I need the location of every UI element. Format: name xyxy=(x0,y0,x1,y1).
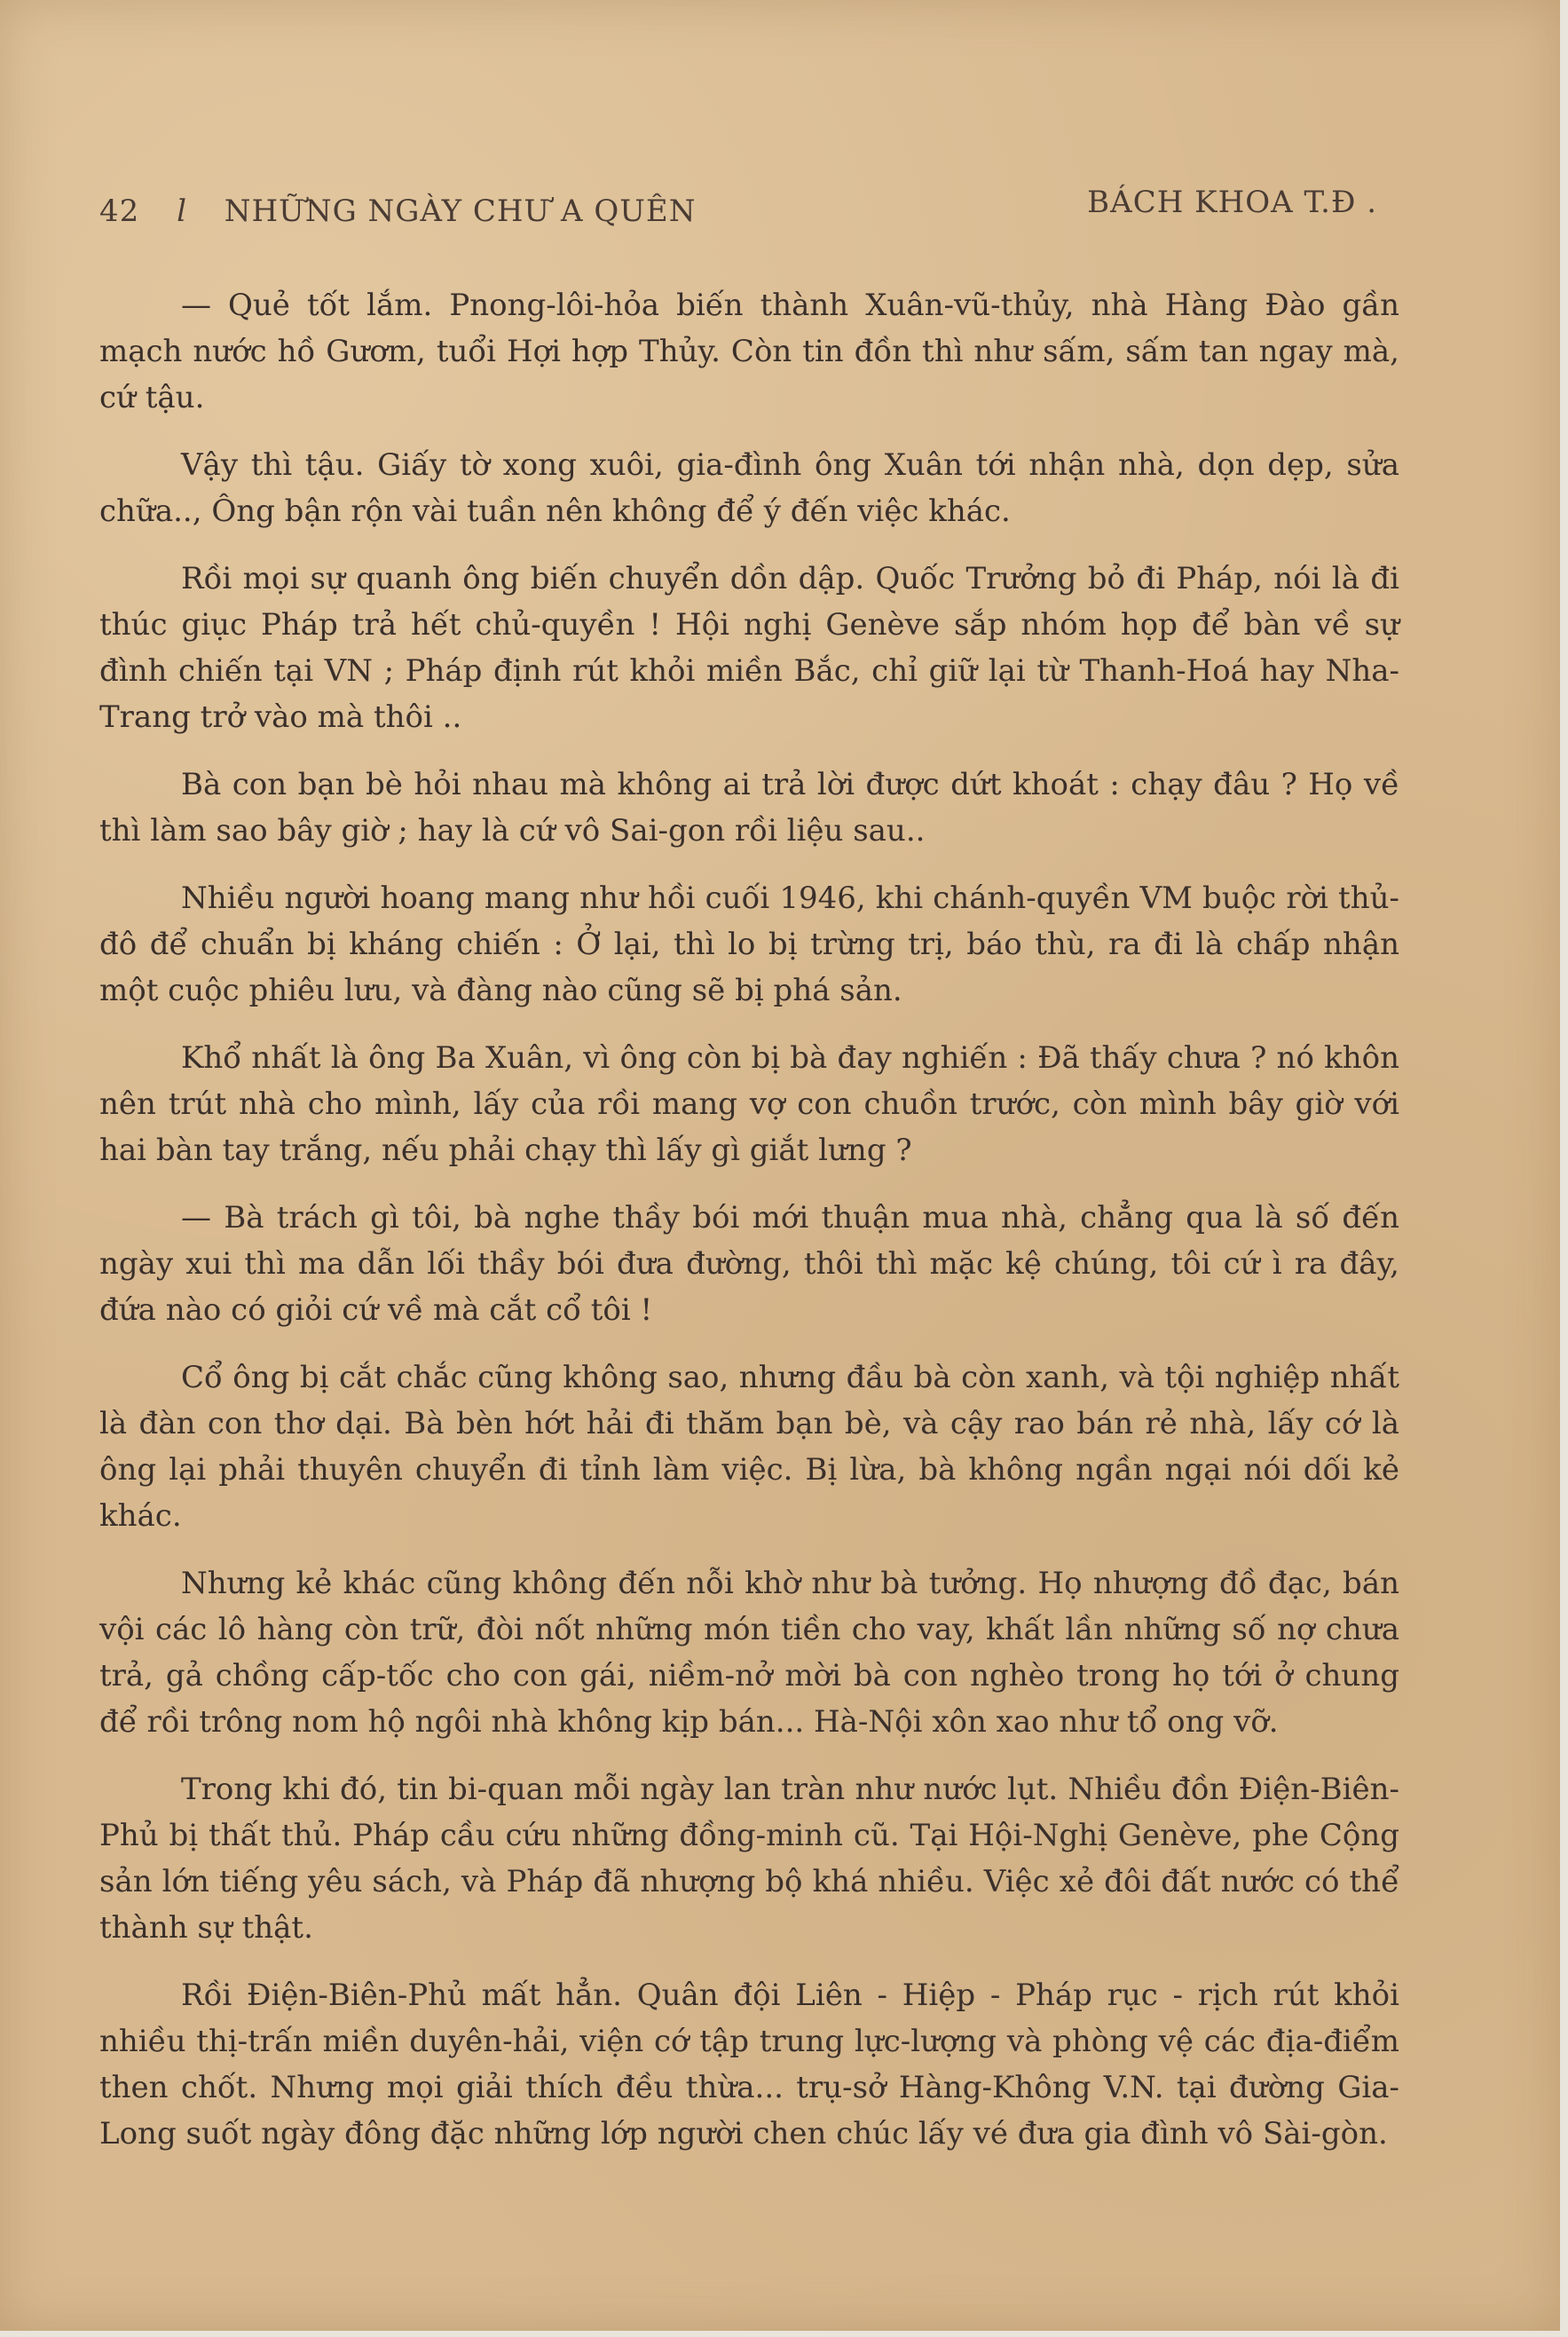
paragraph: Cổ ông bị cắt chắc cũng không sao, nhưng đầu bà còn xanh, và tội nghiệp nhất là đàn con thơ dại. Bà bèn hớt hải đi thăm bạn bè, và cậy rao bán rẻ nhà, lấy cớ là ông lại phải thuyên chuyển đi tỉnh làm việc. Bị lừa, bà không ngần ngại nói dối kẻ khác. xyxy=(99,1360,1399,1534)
paragraph: Rồi Điện-Biên-Phủ mất hẳn. Quân đội Liên - Hiệp - Pháp rục - rịch rút khỏi nhiều thị-trấn miền duyên-hải, viện cớ tập trung lực-lượng và phòng vệ các địa-điểm then chốt. Nhưng mọi giải thích đều thừa... trụ-sở Hàng-Không V.N. tại đường Gia-Long suốt ngày đông đặc những lớp người chen chúc lấy vé đưa gia đình vô Sài-gòn. xyxy=(99,1978,1399,2151)
paragraph: Nhưng kẻ khác cũng không đến nỗi khờ như bà tưởng. Họ nhượng đồ đạc, bán vội các lô hàng còn trữ, đòi nốt những món tiền cho vay, khất lần những số nợ chưa trả, gả chồng cấp-tốc cho con gái, niềm-nở mời bà con nghèo trong họ tới ở chung để rồi trông nom hộ ngôi nhà không kịp bán... Hà-Nội xôn xao như tổ ong vỡ. xyxy=(99,1566,1399,1740)
paragraph: — Quẻ tốt lắm. Pnong-lôi-hỏa biến thành Xuân-vũ-thủy, nhà Hàng Đào gần mạch nước hồ Gươm, tuổi Hợi hợp Thủy. Còn tin đồn thì như sấm, sấm tan ngay mà, cứ tậu. xyxy=(99,288,1399,415)
paragraph: Rồi mọi sự quanh ông biến chuyển dồn dập. Quốc Trưởng bỏ đi Pháp, nói là đi thúc giục Pháp trả hết chủ-quyền ! Hội nghị Genève sắp nhóm họp để bàn về sự đình chiến tại VN ; Pháp định rút khỏi miền Bắc, chỉ giữ lại từ Thanh-Hoá hay Nha-Trang trở vào mà thôi .. xyxy=(99,561,1399,735)
header-separator: l xyxy=(177,193,187,229)
paragraph: Bà con bạn bè hỏi nhau mà không ai trả lời được dứt khoát : chạy đâu ? Họ về thì làm sao bây giờ ; hay là cứ vô Sai-gon rồi liệu sau.. xyxy=(99,767,1399,849)
journal-name: BÁCH KHOA T.Đ . xyxy=(1087,185,1377,220)
paragraph: — Bà trách gì tôi, bà nghe thầy bói mới thuận mua nhà, chẳng qua là số đến ngày xui thì ma dẫn lối thầy bói đưa đường, thôi thì mặc kệ chúng, tôi cứ ì ra đây, đứa nào có giỏi cứ về mà cắt cổ tôi ! xyxy=(99,1200,1399,1328)
paragraph: Khổ nhất là ông Ba Xuân, vì ông còn bị bà đay nghiến : Đã thấy chưa ? nó khôn nên trút nhà cho mình, lấy của rồi mang vợ con chuồn trước, còn mình bây giờ với hai bàn tay trắng, nếu phải chạy thì lấy gì giắt lưng ? xyxy=(99,1040,1399,1168)
paragraph: Nhiều người hoang mang như hồi cuối 1946, khi chánh-quyền VM buộc rời thủ-đô để chuẩn bị kháng chiến : Ở lại, thì lo bị trừng trị, báo thù, ra đi là chấp nhận một cuộc phiêu lưu, và đàng nào cũng sẽ bị phá sản. xyxy=(99,880,1399,1008)
section-title: NHỮNG NGÀY CHƯ A QUÊN xyxy=(224,193,697,229)
header-left xyxy=(99,193,696,229)
article-body xyxy=(99,282,1399,2178)
running-header xyxy=(99,185,1377,238)
paragraph: Vậy thì tậu. Giấy tờ xong xuôi, gia-đình ông Xuân tới nhận nhà, dọn dẹp, sửa chữa.., Ông bận rộn vài tuần nên không để ý đến việc khác. xyxy=(99,447,1399,529)
paragraph: Trong khi đó, tin bi-quan mỗi ngày lan tràn như nước lụt. Nhiều đồn Điện-Biên-Phủ bị thất thủ. Pháp cầu cứu những đồng-minh cũ. Tại Hội-Nghị Genève, phe Cộng sản lớn tiếng yêu sách, và Pháp đã nhượng bộ khá nhiều. Việc xẻ đôi đất nước có thể thành sự thật. xyxy=(99,1772,1399,1946)
page-number: 42 xyxy=(99,193,140,229)
